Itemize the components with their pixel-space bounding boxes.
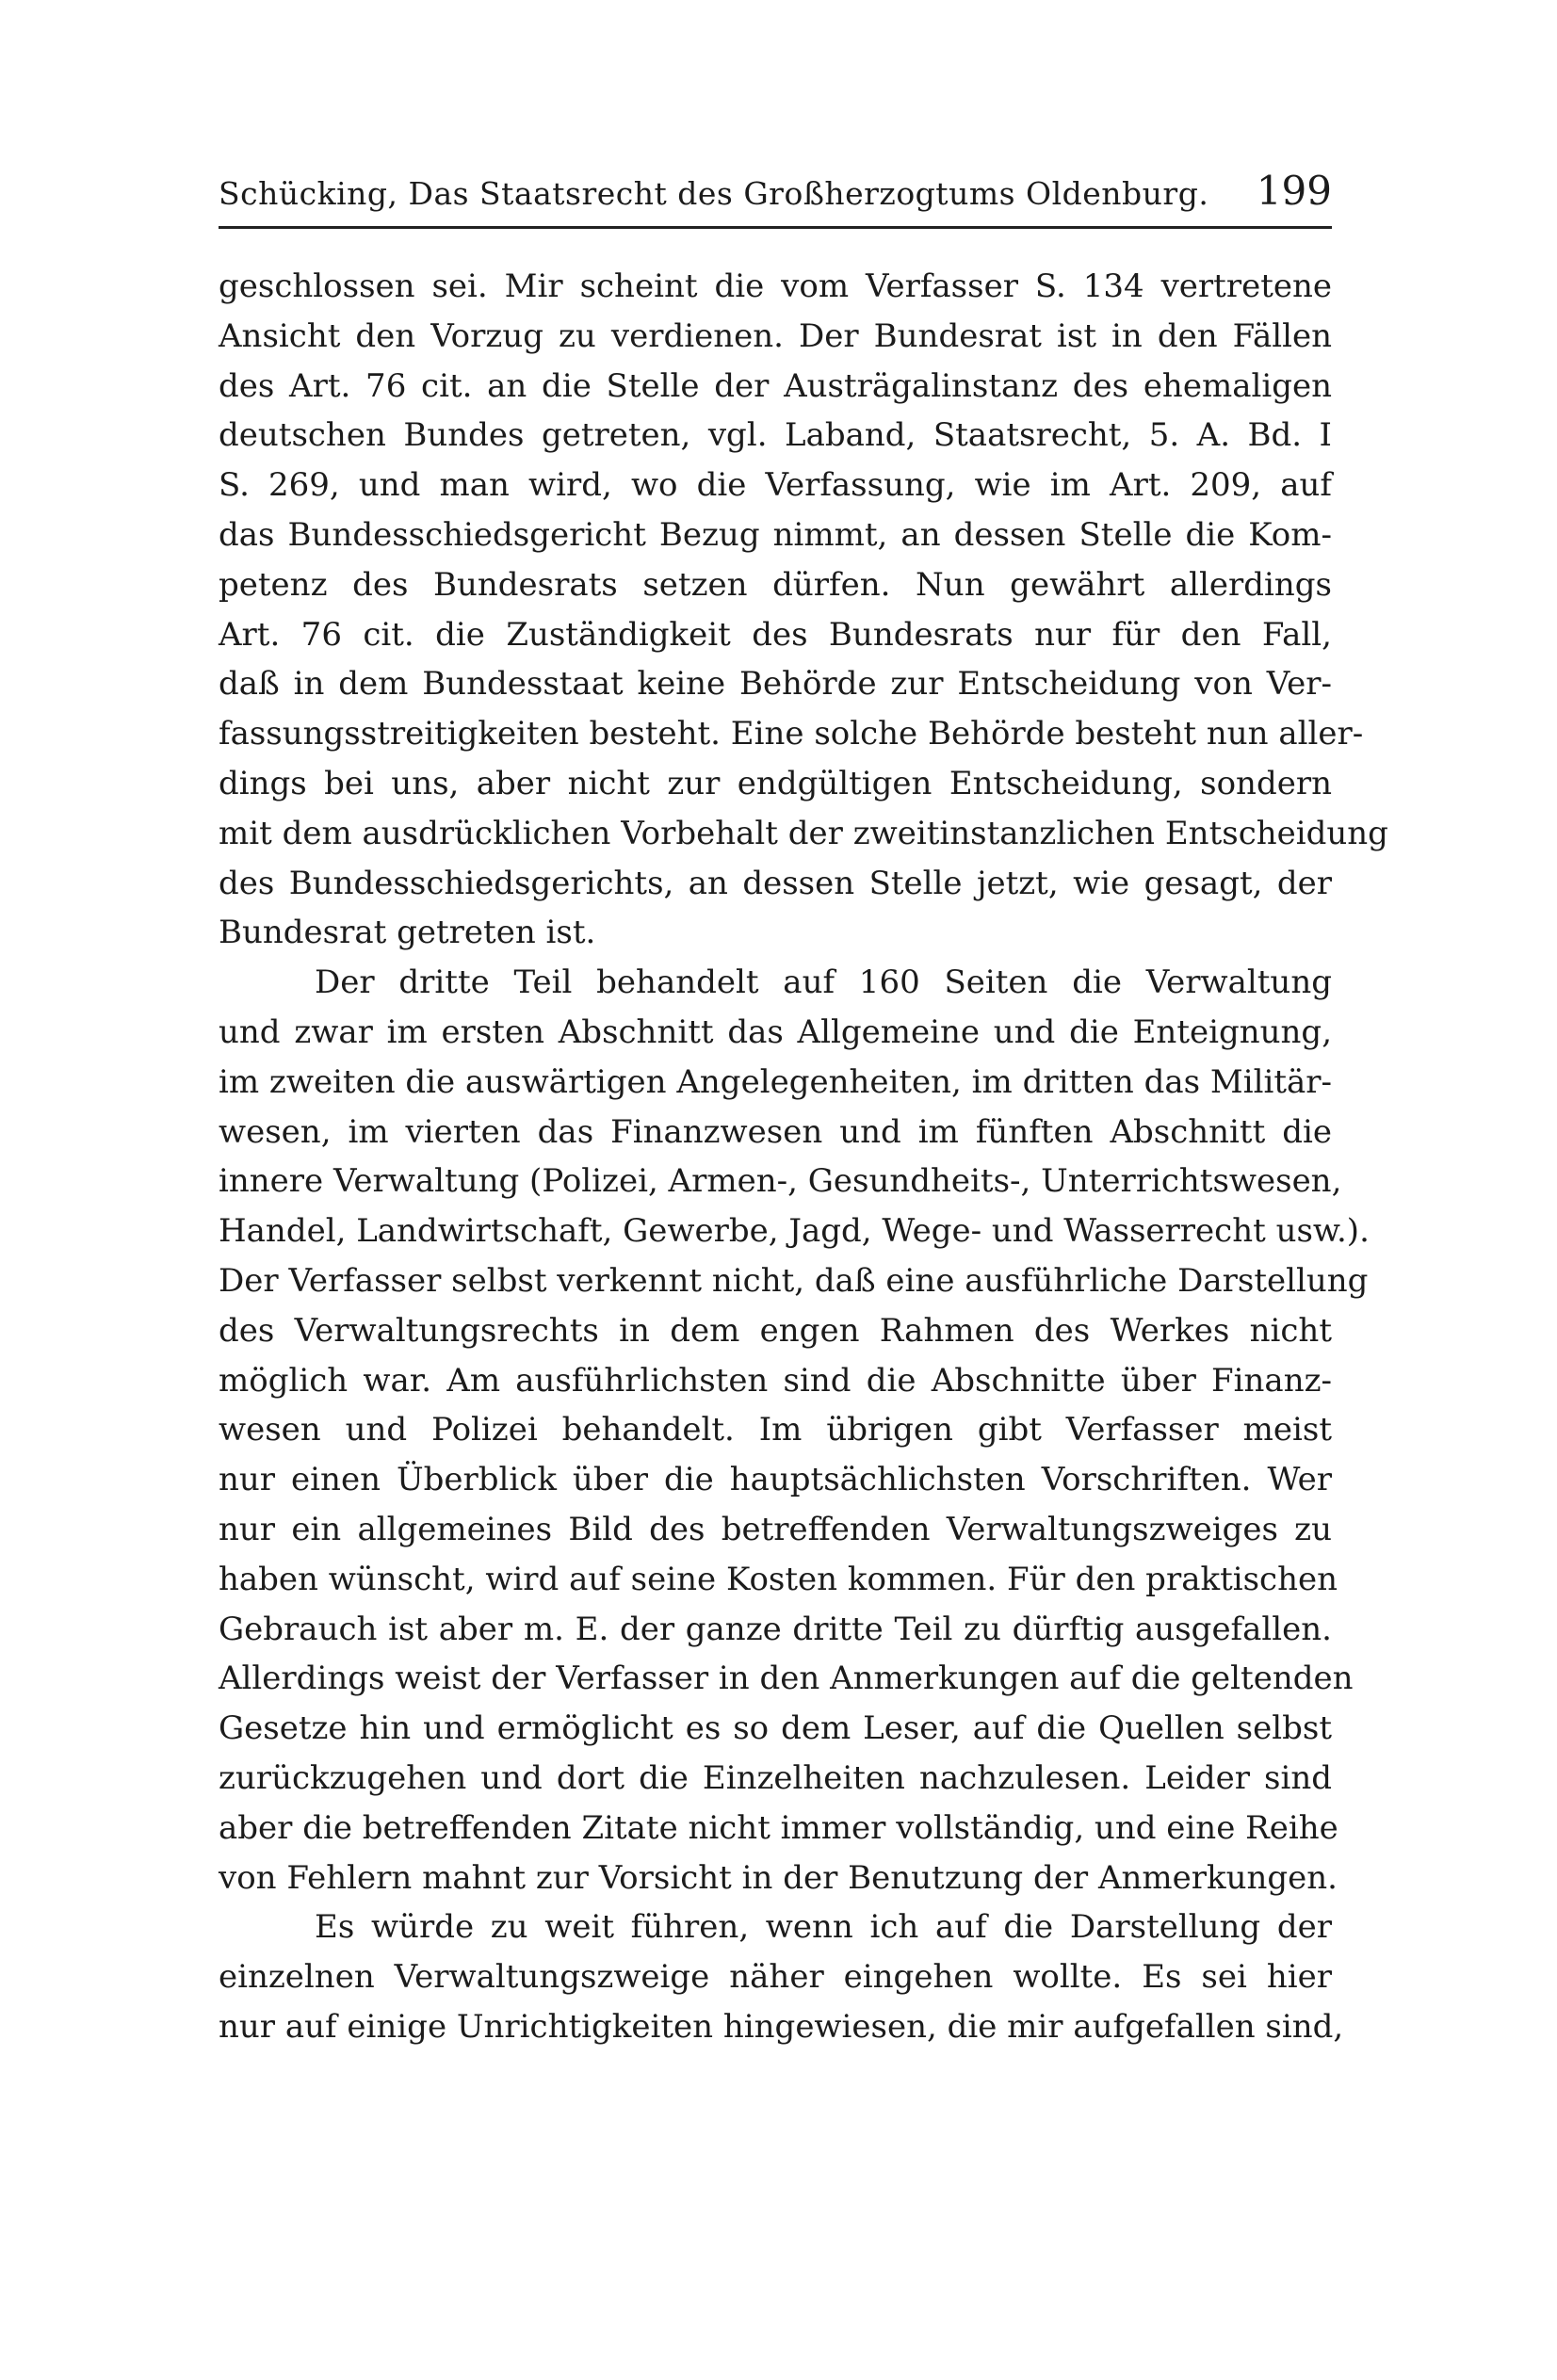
text-line: des Art. 76 cit. an die Stelle der Austrägalinstanz des ehemaligen	[219, 366, 1332, 405]
text-line: geschlossen sei. Mir scheint die vom Verfasser S. 134 vertretene	[219, 267, 1332, 305]
header-rule	[219, 226, 1332, 229]
text-line: von Fehlern mahnt zur Vorsicht in der Benutzung der Anmerkungen.	[219, 1858, 1338, 1897]
text-line: S. 269, und man wird, wo die Verfassung, wie im Art. 209, auf	[219, 466, 1332, 505]
body-text	[219, 262, 1388, 2052]
text-line: Bundesrat getreten ist.	[219, 914, 596, 952]
text-line: aber die betreffenden Zitate nicht immer vollständig, und eine Reihe	[219, 1808, 1338, 1847]
page-number: 199	[1256, 168, 1332, 214]
text-line: mit dem ausdrücklichen Vorbehalt der zweitinstanzlichen Entscheidung	[219, 814, 1388, 852]
text-line: das Bundesschiedsgericht Bezug nimmt, an dessen Stelle die Kom-	[219, 515, 1332, 554]
paragraph-2	[219, 958, 1370, 1902]
text-line: und zwar im ersten Abschnitt das Allgemeine und die Enteignung,	[219, 1012, 1332, 1051]
text-line: zurückzugehen und dort die Einzelheiten nachzulesen. Leider sind	[219, 1758, 1332, 1797]
text-line: nur auf einige Unrichtigkeiten hingewiesen, die mir aufgefallen sind,	[219, 2007, 1344, 2046]
paragraph-3	[219, 1902, 1344, 2051]
text-line: möglich war. Am ausführlichsten sind die Abschnitte über Finanz-	[219, 1361, 1332, 1400]
text-line: Gesetze hin und ermöglicht es so dem Leser, auf die Quellen selbst	[219, 1709, 1332, 1748]
text-line: Gebrauch ist aber m. E. der ganze dritte Teil zu dürftig ausgefallen.	[219, 1610, 1332, 1648]
text-line: Art. 76 cit. die Zuständigkeit des Bundesrats nur für den Fall,	[219, 615, 1332, 654]
text-line: Der dritte Teil behandelt auf 160 Seiten die Verwaltung	[315, 963, 1332, 1002]
text-line: innere Verwaltung (Polizei, Armen-, Gesundheits-, Unterrichtswesen,	[219, 1162, 1342, 1201]
text-line: des Verwaltungsrechts in dem engen Rahmen des Werkes nicht	[219, 1311, 1332, 1350]
text-line: deutschen Bundes getreten, vgl. Laband, Staatsrecht, 5. A. Bd. I	[219, 416, 1332, 455]
text-line: Ansicht den Vorzug zu verdienen. Der Bundesrat ist in den Fällen	[219, 316, 1332, 355]
text-line: petenz des Bundesrats setzen dürfen. Nun gewährt allerdings	[219, 565, 1332, 604]
text-line: Es würde zu weit führen, wenn ich auf die Darstellung der	[315, 1908, 1332, 1947]
text-line: wesen, im vierten das Finanzwesen und im fünften Abschnitt die	[219, 1112, 1332, 1151]
text-line: haben wünscht, wird auf seine Kosten kommen. Für den praktischen	[219, 1560, 1338, 1598]
running-title: Schücking, Das Staatsrecht des Großherzogtums Oldenburg.	[219, 175, 1209, 212]
text-line: Der Verfasser selbst verkennt nicht, daß eine ausführliche Darstellung	[219, 1261, 1369, 1300]
text-line: des Bundesschiedsgerichts, an dessen Stelle jetzt, wie gesagt, der	[219, 864, 1332, 902]
text-line: Handel, Landwirtschaft, Gewerbe, Jagd, Wege- und Wasserrecht usw.).	[219, 1212, 1370, 1251]
paragraph-1	[219, 262, 1388, 958]
text-line: Allerdings weist der Verfasser in den Anmerkungen auf die geltenden	[219, 1660, 1354, 1698]
text-line: fassungsstreitigkeiten besteht. Eine solche Behörde besteht nun aller-	[219, 715, 1364, 753]
text-line: nur ein allgemeines Bild des betreffenden Verwaltungszweiges zu	[219, 1510, 1332, 1548]
text-line: nur einen Überblick über die hauptsächlichsten Vorschriften. Wer	[219, 1461, 1332, 1499]
text-line: daß in dem Bundesstaat keine Behörde zur Entscheidung von Ver-	[219, 665, 1332, 704]
text-line: wesen und Polizei behandelt. Im übrigen gibt Verfasser meist	[219, 1411, 1332, 1449]
running-header	[219, 168, 1332, 226]
text-line: einzelnen Verwaltungszweige näher eingehen wollte. Es sei hier	[219, 1958, 1332, 1997]
text-line: dings bei uns, aber nicht zur endgültigen Entscheidung, sondern	[219, 764, 1332, 802]
text-line: im zweiten die auswärtigen Angelegenheiten, im dritten das Militär-	[219, 1062, 1333, 1101]
